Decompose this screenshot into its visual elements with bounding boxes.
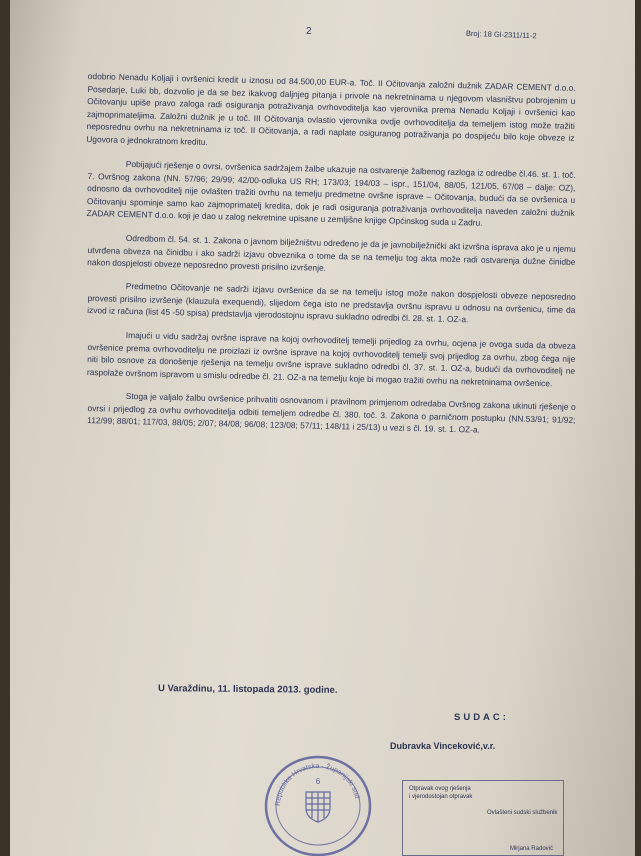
case-reference: Broj: 18 Gl-2311/11-2 xyxy=(465,28,537,41)
stamp-line: Otpravak ovog rješenja xyxy=(409,786,471,792)
paragraph: Stoga je valjalo žalbu ovršenice prihvatiti osnovanom i pravilnom primjenom odredaba Ovršnog zakona ukinuti rješenje o ovrsi i prijedlog za ovrhu ovrhovoditelja odbiti temeljem odredbe čl. 380. toč. 3. Zakona o parničnom postupku (NN.53/91; 91/92; 112/99; 88/01; 117/03, 88/05; 2/07; 84/08; 96/08; 123/08; 57/11; 148/11 i 25/13) u vezi s čl. 19. st. 1. OZ-a. xyxy=(87,391,576,436)
paragraph: odobrio Nenadu Koljaji i ovršenici kredit u iznosu od 84.500,00 EUR-a. Toč. II Očitovanja založni dužnik ZADAR CEMENT d.o.o. Posedarje, Luki bb, dozvolio je da se bez ikakvog daljnjeg pitanja i privole na nekretninama u njegovom vlasništvu pobrojenim u Očitovanju upiše pravo zaloga radi osiguranja potraživanja ovrhovoditelja kao vjerovnika prema Nenadu Koljaji i ovršenici kao zajmoprimateljima. Založni dužnik je u toč. III Očitovanja ovlastio vjerovnika ovdje ovrhovoditelja da temeljem istog može tražiti neposrednu ovrhu na nekretninama iz toč. II Očitovanja, a radi naplate osiguranog potraživanja po dospijeću bilo koje obveze iz Ugovora o jednokratnom kreditu. xyxy=(86,70,576,147)
paragraph: Predmetno Očitovanje ne sadrži izjavu ovršenice da se na temelju istog može nakon dospjelosti obveze neposredno provesti prisilno izvršenje (klauzula exequendi), slijedom čega isto ne predstavlja ovršnu ispravu u odnosu na ovršenicu, time da izvod iz računa (list 45 -50 spisa) predstavlja vjerodostojnu ispravu sukladno odredbi čl. 28. st. 1. OZ-a. xyxy=(87,281,576,325)
stamp-line: i vjerodostojan otpravak xyxy=(409,794,473,800)
stamp-line: Ovlašteni sudski službenik xyxy=(487,810,558,816)
document-page xyxy=(10,0,635,856)
page-number: 2 xyxy=(306,26,312,37)
stamp-line: Mirjana Radović xyxy=(509,846,553,852)
seal-arc-text: Republika Hrvatska · Županijski sud xyxy=(274,762,361,807)
document-body xyxy=(88,70,576,438)
place-and-date: U Varaždinu, 11. listopada 2013. godine. xyxy=(157,683,338,696)
judge-title: SUDAC: xyxy=(454,712,509,723)
court-seal xyxy=(262,750,374,856)
paragraph: Imajući u vidu sadržaj ovršne isprave na kojoj ovrhovoditelj temelji prijedlog za ovrhu, ocjena je ovoga suda da obveza ovršenice prema ovrhovoditelju ne proizlazi iz ovršne isprave na kojoj ovrhovoditelj temelji svoj prijedlog za ovrhu, zbog čega nije niti bilo osnove za donošenje rješenja na temelju ovršne isprave sukladno odredbi čl. 37. st. 1. OZ-a, budući da ovrhovoditelj ne raspolaže ovršnom ispravom u smislu odredbe čl. 21. OZ-a na temelju koje bi mogao tražiti ovrhu na nekretninama ovršenice. xyxy=(86,330,576,389)
coat-of-arms-icon xyxy=(306,792,330,822)
paragraph: Pobijajući rješenje o ovrsi, ovršenica sadržajem žalbe ukazuje na ostvarenje žalbenog razloga iz odredbe čl.46. st. 1. toč. 7. Ovršnog zakona (NN. 57/96; 29/99; 42/00-odluka US RH; 173/03; 194/03 – ispr., 151/04, 88/05, 121/05, 67/08 – dalje: OZ), odnosno da ovrhovoditelj nije ovlašten tražiti ovrhu na temelju predmetne ovršne isprave – Očitovanja, budući da se ovršenica u Očitovanju spominje samo kao zajmoprimatelj kredita, dok je radi osiguranja potraživanja ovrhovoditelja naveden založni dužnik ZADAR CEMENT d.o.o. koji je dao u zalog nekretnine upisane u zemljišne knjige Općinskog suda u Zadru. xyxy=(86,158,576,228)
judge-name: Dubravka Vinceković,v.r. xyxy=(390,741,496,751)
certification-stamp xyxy=(402,780,564,856)
seal-number: 6 xyxy=(315,777,321,786)
paragraph: Odredbom čl. 54. st. 1. Zakona o javnom bilježništvu određeno je da je javnobilježnički akt izvršna isprava ako je u njemu utvrđena obveza na činidbu i ako sadrži izjavu obveznika o tome da se na temelju tog akta može radi ostvarenja dužne činidbe nakon dospjelosti obveze neposredno provesti prisilno izvršenje. xyxy=(87,232,576,273)
